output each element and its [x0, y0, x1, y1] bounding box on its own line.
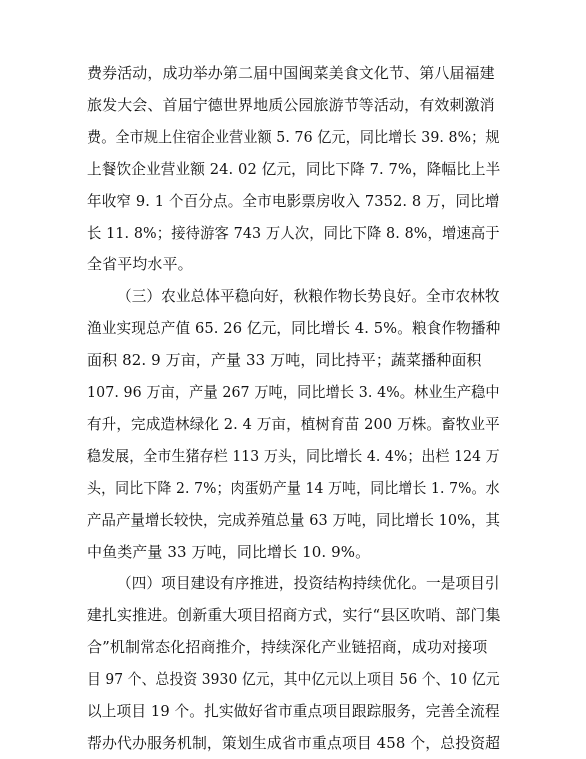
text-line: 费券活动，成功举办第二届中国闽菜美食文化节、第八届福建: [87, 64, 495, 82]
text-line: 年收窄 9. 1 个百分点。全市电影票房收入 7352. 8 万，同比增: [87, 191, 500, 210]
text-line: 建扎实推进。创新重大项目招商方式，实行“县区吹哨、部门集: [87, 606, 501, 625]
text-line: 以上项目 19 个。扎实做好省市重点项目跟踪服务，完善全流程: [87, 702, 500, 721]
text-line: 目 97 个、总投资 3930 亿元，其中亿元以上项目 56 个、10 亿元: [87, 670, 500, 689]
section-heading-line: （三）农业总体平稳向好，秋粮作物长势良好。全市农林牧: [117, 287, 500, 306]
text-line: 面积 82. 9 万亩，产量 33 万吨，同比持平；蔬菜播种面积: [87, 351, 482, 370]
text-line: 107. 96 万亩，产量 267 万吨，同比增长 3. 4%。林业生产稳中: [87, 383, 500, 402]
text-line: 渔业实现总产值 65. 26 亿元，同比增长 4. 5%。粮食作物播种: [87, 319, 501, 338]
text-line: 有升，完成造林绿化 2. 4 万亩，植树育苗 200 万株。畜牧业平: [87, 414, 500, 433]
text-line: 旅发大会、首届宁德世界地质公园旅游节等活动，有效刺激消: [87, 95, 495, 114]
text-line: 费。全市规上住宿企业营业额 5. 76 亿元，同比增长 39. 8%；规: [87, 127, 500, 146]
text-line: 长 11. 8%；接待游客 743 万人次，同比下降 8. 8%，增速高于: [87, 223, 500, 242]
text-line: 头，同比下降 2. 7%；肉蛋奶产量 14 万吨，同比增长 1. 7%。水: [87, 478, 500, 497]
section-heading-line: （四）项目建设有序推进，投资结构持续优化。一是项目引: [117, 574, 500, 593]
text-line: 稳发展，全市生猪存栏 113 万头，同比增长 4. 4%；出栏 124 万: [87, 446, 500, 465]
text-line: 合”机制常态化招商推介，持续深化产业链招商，成功对接项: [87, 638, 488, 657]
text-line: 产品产量增长较快，完成养殖总量 63 万吨，同比增长 10%，其: [87, 510, 500, 529]
text-line: 帮办代办服务机制，策划生成省市重点项目 458 个，总投资超: [87, 734, 501, 752]
text-line: 中鱼类产量 33 万吨，同比增长 10. 9%。: [87, 542, 371, 561]
text-line: 全省平均水平。: [87, 255, 193, 274]
text-line: 上餐饮企业营业额 24. 02 亿元，同比下降 7. 7%，降幅比上半: [87, 159, 501, 178]
